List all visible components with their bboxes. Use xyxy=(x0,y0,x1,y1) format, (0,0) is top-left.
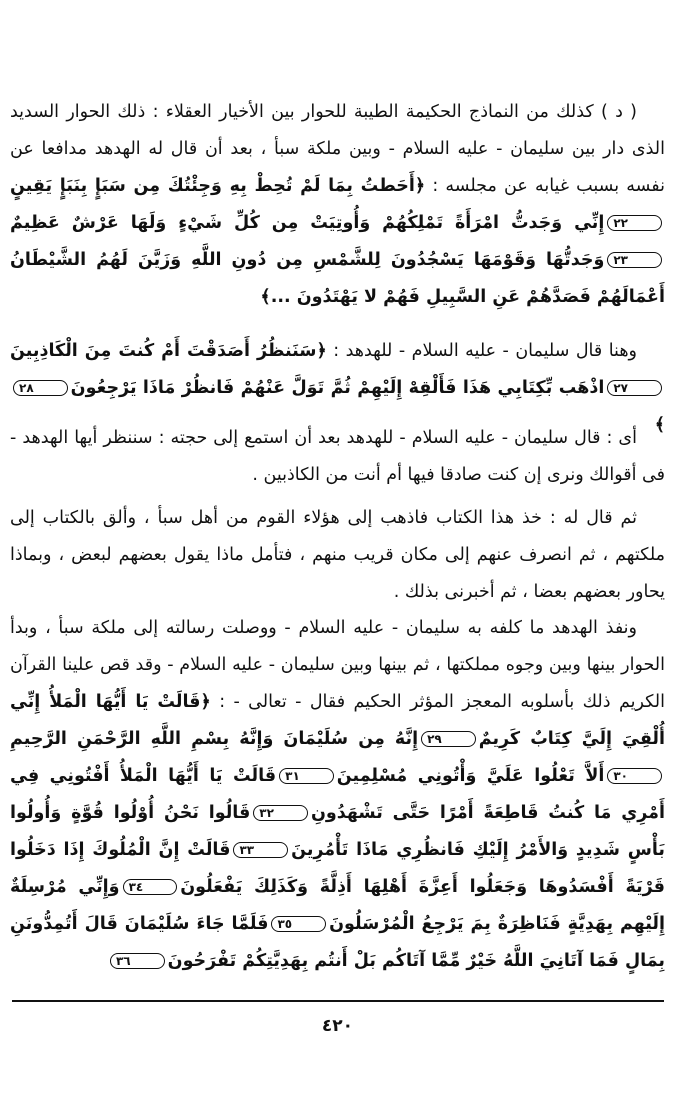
verse-number-marker: ٢٣ xyxy=(607,252,662,268)
verse-number-marker: ٣٦ xyxy=(110,953,165,969)
verse-number-marker: ٢٧ xyxy=(607,380,662,396)
verse-text: وَجَدتُّهَا وَقَوْمَهَا يَسْجُدُونَ لِلشَّمْسِ مِن دُونِ اللَّهِ وَزَيَّنَ لَهُمُ الشَّيْطَانُ أَعْمَالَهُمْ فَصَدَّهُمْ عَنِ السَّبِيلِ فَهُمْ لا يَهْتَدُونَ ... xyxy=(10,250,665,307)
verse-number-marker: ٣٣ xyxy=(233,842,288,858)
paragraph-instruction xyxy=(10,500,665,611)
verse-text: اذْهَب بِّكِتَابِي هَذَا فَأَلْقِهْ إِلَيْهِمْ ثُمَّ تَوَلَّ عَنْهُمْ فَانظُرْ مَاذَا يَرْجِعُونَ xyxy=(70,378,605,398)
verse-text: قَالُوا نَحْنُ أُوْلُوا قُوَّةٍ وَأُولُوا بَأْسٍ شَدِيدٍ وَالأَمْرُ إِلَيْكِ فَانظُرِي مَاذَا تَأْمُرِينَ xyxy=(10,803,665,860)
verse-number-marker: ٣٤ xyxy=(123,879,178,895)
quran-quote xyxy=(10,692,665,971)
page-number: ٤٢٠ xyxy=(321,1016,354,1036)
verse-text: قَالَتْ إِنَّ الْمُلُوكَ إِذَا دَخَلُوا قَرْيَةً أَفْسَدُوهَا وَجَعَلُوا أَعِزَّةَ أَهْلِهَا أَذِلَّةً وَكَذَلِكَ يَفْعَلُونَ xyxy=(10,840,665,897)
verse-number-marker: ٣٥ xyxy=(271,916,326,932)
verse-text: أَحَطتُ بِمَا لَمْ تُحِطْ بِهِ وَجِئْتُكَ مِن سَبَإٍ بِنَبَإٍ يَقِينٍ xyxy=(10,176,415,196)
verse-number-marker: ٢٩ xyxy=(421,731,476,747)
ornate-bracket-open: ﴿ xyxy=(414,176,426,196)
paragraph-text: أى : قال سليمان - عليه السلام - للهدهد بعد أن استمع إلى حجته : سننظر أيها الهدهد - فى أقوالك ونرى إن كنت صادقا فيها أم أنت من الكاذبين . xyxy=(10,428,665,485)
verse-text: إِنِّي وَجَدتُّ امْرَأَةً تَمْلِكُهُمْ وَأُوتِيَتْ مِن كُلِّ شَيْءٍ وَلَهَا عَرْشٌ عَظِيمٌ xyxy=(10,213,605,233)
verse-number-marker: ٣٠ xyxy=(607,768,662,784)
ornate-bracket-close: ﴾ xyxy=(260,287,271,307)
ornate-bracket-open: ﴿ xyxy=(200,692,211,712)
paragraph-text: ( د ) كذلك من النماذج الحكيمة الطيبة للحوار بين الأخيار العقلاء : ذلك الحوار السديد الذى دار بين سليمان - عليه السلام - وبين ملكة سبأ ، بعد أن قال له الهدهد مدافعا عن نفسه بسبب غيابه عن مجلسه : xyxy=(10,102,665,196)
paragraph-dialogue xyxy=(10,610,665,980)
verse-text: أَلاَّ تَعْلُوا عَلَيَّ وَأْتُونِي مُسْلِمِينَ xyxy=(336,766,605,786)
verse-number-marker: ٣١ xyxy=(279,768,334,784)
ornate-bracket-open: ﴿ xyxy=(316,341,327,361)
verse-text: إِنَّهُ مِن سُلَيْمَانَ وَإِنَّهُ بِسْمِ اللَّهِ الرَّحْمَنِ الرَّحِيمِ xyxy=(10,729,419,749)
verse-text: قَالَتْ يَا أَيُّهَا الْمَلأُ إِنِّي أُلْقِيَ إِلَيَّ كِتَابٌ كَرِيمٌ xyxy=(10,692,665,749)
ornate-bracket-close: ﴾ xyxy=(654,415,665,435)
verse-text: وَإِنِّي مُرْسِلَةٌ إِلَيْهِم بِهَدِيَّةٍ فَنَاظِرَةٌ بِمَ يَرْجِعُ الْمُرْسَلُونَ xyxy=(10,877,666,934)
paragraph-text: ونفذ الهدهد ما كلفه به سليمان - عليه السلام - ووصلت رسالته إلى ملكة سبأ ، وبدأ الحوار بينها وبين وجوه مملكتها ، ثم بينها وبين سليمان - عليه السلام - وقد قص علينا القرآن الكريم ذلك بأسلوبه المعجز المؤثر الحكيم فقال - تعالى - : xyxy=(10,618,665,712)
paragraph-hudhud-intro xyxy=(10,94,665,316)
verse-text: سَنَنظُرُ أَصَدَقْتَ أَمْ كُنتَ مِنَ الْكَاذِبِينَ xyxy=(10,341,317,361)
paragraph-text: وهنا قال سليمان - عليه السلام - للهدهد : xyxy=(333,341,637,361)
verse-number-marker: ٣٢ xyxy=(253,805,308,821)
verse-number-marker: ٢٨ xyxy=(13,380,68,396)
paragraph-text: ثم قال له : خذ هذا الكتاب فاذهب إلى هؤلاء القوم من أهل سبأ ، وألق بالكتاب إلى ملكتهم ، ثم انصرف عنهم إلى مكان قريب منهم ، فتأمل ماذا يقول بعضهم لبعض ، وبماذا يحاور بعضهم بعضا ، ثم أخبرنى بذلك . xyxy=(10,508,665,602)
verse-number-marker: ٢٢ xyxy=(607,215,662,231)
footer-divider xyxy=(12,1000,664,1002)
paragraph-explanation xyxy=(10,420,665,494)
verse-text: فَلَمَّا جَاءَ سُلَيْمَانَ قَالَ أَتُمِدُّونَنِ بِمَالٍ فَمَا آتَانِيَ اللَّهُ خَيْرٌ مِّمَّا آتَاكُم بَلْ أَنتُم بِهَدِيَّتِكُمْ تَفْرَحُونَ xyxy=(10,914,665,971)
verse-text: قَالَتْ يَا أَيُّهَا الْمَلأُ أَفْتُونِي فِي أَمْرِي مَا كُنتُ قَاطِعَةً أَمْرًا حَتَّى تَشْهَدُونِ xyxy=(10,766,665,823)
